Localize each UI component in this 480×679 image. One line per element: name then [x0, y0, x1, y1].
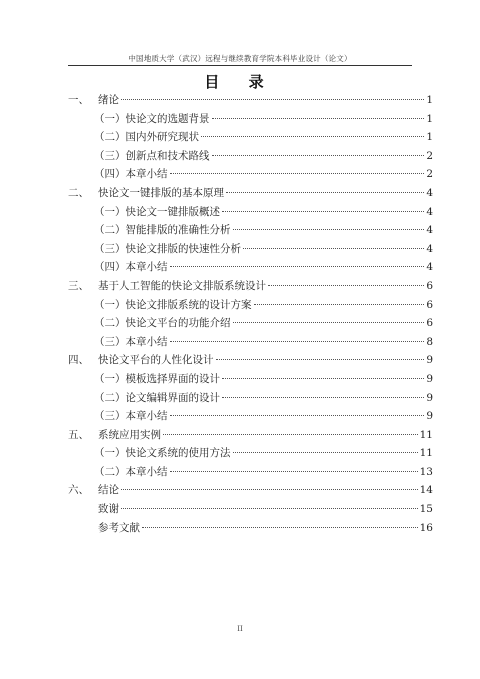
toc-entry-label: （四）本章小结	[94, 168, 168, 181]
dot-leader	[233, 229, 425, 230]
dot-leader	[170, 471, 418, 472]
table-of-contents	[68, 91, 433, 537]
dot-leader	[170, 415, 425, 416]
toc-entry-label: （三）本章小结	[94, 335, 168, 348]
dot-leader	[170, 266, 425, 267]
toc-entry	[68, 333, 433, 352]
toc-entry	[68, 407, 433, 426]
toc-entry	[68, 389, 433, 408]
dot-leader	[163, 434, 418, 435]
dot-leader	[121, 489, 418, 490]
dot-leader	[268, 285, 424, 286]
toc-entry-page: 9	[426, 372, 433, 385]
toc-entry	[68, 463, 433, 482]
toc-entry	[68, 184, 433, 203]
toc-entry	[68, 165, 433, 184]
toc-entry-page: 4	[426, 224, 433, 237]
dot-leader	[226, 192, 424, 193]
header-rule	[68, 65, 412, 66]
dot-leader	[121, 508, 418, 509]
dot-leader	[216, 359, 425, 360]
toc-entry	[68, 221, 433, 240]
dot-leader	[170, 173, 425, 174]
toc-entry-page: 8	[426, 335, 433, 348]
toc-entry-page: 1	[426, 131, 433, 144]
toc-entry-label: （一）快论文系统的使用方法	[94, 447, 231, 460]
toc-entry-page: 11	[419, 447, 433, 460]
toc-entry-label: 致谢	[98, 503, 119, 516]
toc-entry-label: （三）本章小结	[94, 410, 168, 423]
toc-entry-page: 4	[426, 261, 433, 274]
toc-entry-page: 11	[419, 428, 433, 441]
toc-title: 目 录	[204, 73, 276, 91]
toc-entry-page: 4	[426, 205, 433, 218]
dot-leader	[222, 211, 424, 212]
dot-leader	[142, 527, 418, 528]
toc-entry-label: （二）智能排版的准确性分析	[94, 224, 231, 237]
toc-entry-label: （四）本章小结	[94, 261, 168, 274]
dot-leader	[201, 136, 424, 137]
toc-entry	[68, 444, 433, 463]
toc-entry-page: 4	[426, 186, 433, 199]
toc-entry-label: 系统应用实例	[98, 428, 161, 441]
toc-entry-page: 6	[426, 317, 433, 330]
dot-leader	[243, 248, 424, 249]
toc-entry-label: （二）论文编辑界面的设计	[94, 391, 220, 404]
toc-entry-page: 2	[426, 149, 433, 162]
toc-entry-label: 参考文献	[98, 521, 140, 534]
toc-entry-label: （三）快论文排版的快速性分析	[94, 242, 241, 255]
toc-entry-page: 9	[426, 354, 433, 367]
toc-entry-page: 15	[419, 503, 433, 516]
toc-entry-page: 9	[426, 391, 433, 404]
toc-entry	[68, 203, 433, 222]
toc-entry-page: 1	[426, 112, 433, 125]
toc-entry	[68, 110, 433, 129]
dot-leader	[233, 322, 425, 323]
toc-entry-label: （二）本章小结	[94, 465, 168, 478]
toc-entry	[68, 314, 433, 333]
toc-entry-label: （一）快论文的选题背景	[94, 112, 210, 125]
toc-entry-page: 9	[426, 410, 433, 423]
toc-entry	[68, 296, 433, 315]
toc-entry-number: 二、	[68, 186, 89, 199]
dot-leader	[222, 397, 424, 398]
dot-leader	[233, 452, 418, 453]
page-number: II	[237, 625, 243, 633]
dot-leader	[170, 341, 425, 342]
toc-entry	[68, 277, 433, 296]
toc-entry-label: （一）快论文排版系统的设计方案	[94, 298, 252, 311]
toc-entry	[68, 128, 433, 147]
toc-entry-number: 六、	[68, 484, 89, 497]
page-header: 中国地质大学（武汉）远程与继续教育学院本科毕业设计（论文）	[128, 54, 352, 63]
toc-entry-page: 14	[419, 484, 433, 497]
dot-leader	[254, 304, 425, 305]
toc-entry	[68, 91, 433, 110]
toc-entry-label: （二）快论文平台的功能介绍	[94, 317, 231, 330]
toc-entry-number: 五、	[68, 428, 89, 441]
toc-entry-number: 四、	[68, 354, 89, 367]
toc-entry-label: 快论文平台的人性化设计	[98, 354, 214, 367]
toc-entry-page: 2	[426, 168, 433, 181]
toc-entry-label: （二）国内外研究现状	[94, 131, 199, 144]
toc-entry	[68, 370, 433, 389]
toc-entry-page: 4	[426, 242, 433, 255]
toc-entry-label: 快论文一键排版的基本原理	[98, 186, 224, 199]
dot-leader	[121, 99, 424, 100]
dot-leader	[212, 118, 425, 119]
toc-entry	[68, 351, 433, 370]
toc-entry	[68, 426, 433, 445]
toc-entry-label: （一）模板选择界面的设计	[94, 372, 220, 385]
dot-leader	[222, 378, 424, 379]
toc-entry-number: 一、	[68, 94, 89, 106]
toc-entry-page: 13	[419, 465, 433, 478]
toc-entry-label: （三）创新点和技术路线	[94, 149, 210, 162]
toc-entry	[68, 481, 433, 500]
toc-entry-page: 1	[426, 94, 433, 106]
toc-entry	[68, 147, 433, 166]
toc-entry-label: 结论	[98, 484, 119, 497]
toc-entry-label: （一）快论文一键排版概述	[94, 205, 220, 218]
toc-entry	[68, 258, 433, 277]
toc-entry-page: 16	[419, 521, 433, 534]
toc-entry	[68, 500, 433, 519]
toc-entry-page: 6	[426, 279, 433, 292]
toc-entry-number: 三、	[68, 279, 89, 292]
toc-entry-label: 基于人工智能的快论文排版系统设计	[98, 279, 266, 292]
toc-entry-page: 6	[426, 298, 433, 311]
toc-entry-label: 绪论	[98, 94, 119, 106]
toc-entry	[68, 240, 433, 259]
toc-entry	[68, 519, 433, 538]
dot-leader	[212, 155, 425, 156]
